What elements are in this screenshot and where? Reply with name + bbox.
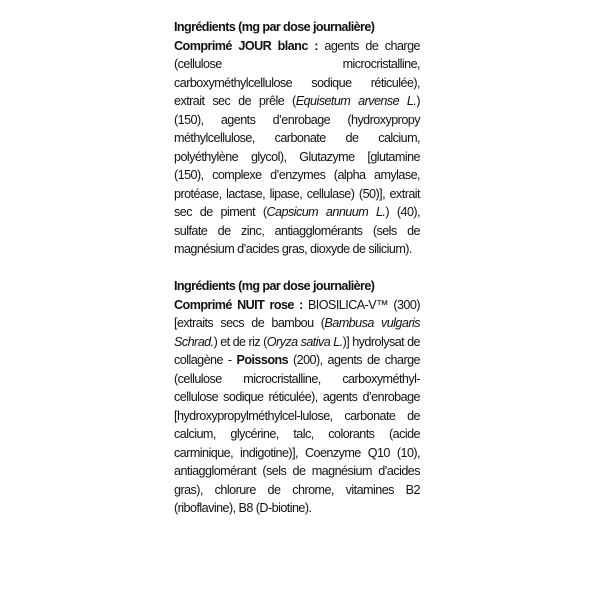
ingredient-text: ) et de riz ( — [213, 334, 267, 349]
ingredient-text: ) (40), sulfate de zinc, antiagglomérants (sels de magnésium d’acides gras, dioxyde de silicium). — [174, 205, 420, 256]
ingredient-text: ) (150), agents d’enrobage (hydroxypropy méthylcellulose, carbonate de calcium, polyéthylène glycol), Glutazyme [glutamine (150), complexe d’enzymes (alpha amylase, protéase, lactase, lipase, cellulase) (50)], extrait sec de piment ( — [174, 94, 420, 219]
latin-name: Capsicum annuum L. — [266, 205, 386, 219]
tablet-title-jour: Comprimé JOUR blanc : — [174, 38, 318, 53]
allergen: Poissons — [236, 353, 289, 367]
ingredient-text: )] hydrolysat de collagène - — [174, 334, 420, 367]
ingredient-text: BIOSILICA-V™ (300) [extraits secs de bambou ( — [174, 297, 420, 330]
ingredients-jour-section — [174, 18, 420, 259]
section-heading-nuit: Ingrédients (mg par dose journalière) — [174, 279, 375, 293]
ingredients-label — [174, 18, 420, 518]
ingredient-text: agents de charge (cellulose microcristalline, carboxyméthylcellulose sodique réticulée), extrait sec de prêle ( — [174, 38, 420, 108]
ingredients-nuit-section — [174, 277, 420, 518]
section-heading-jour: Ingrédients (mg par dose journalière) — [174, 20, 375, 34]
latin-name: Oryza sativa L. — [266, 334, 343, 349]
tablet-title-nuit: Comprimé NUIT rose : — [174, 297, 303, 312]
latin-name: Bambusa vulgaris Schrad. — [174, 316, 420, 349]
ingredient-text: (200), agents de charge (cellulose microcristalline, carboxyméthyl-cellulose sodique réticulée), agents d’enrobage [hydroxypropylméthylcel-lulose, carbonate de calcium, glycérine, talc, colorants (acide carminique, indigotine)], Coenzyme Q10 (10), antiagglomérant (sels de magnésium d’acides gras), chlorure de chrome, vitamines B2 (riboflavine), B8 (D-biotine). — [174, 353, 420, 515]
latin-name: Equisetum arvense L. — [295, 94, 417, 108]
